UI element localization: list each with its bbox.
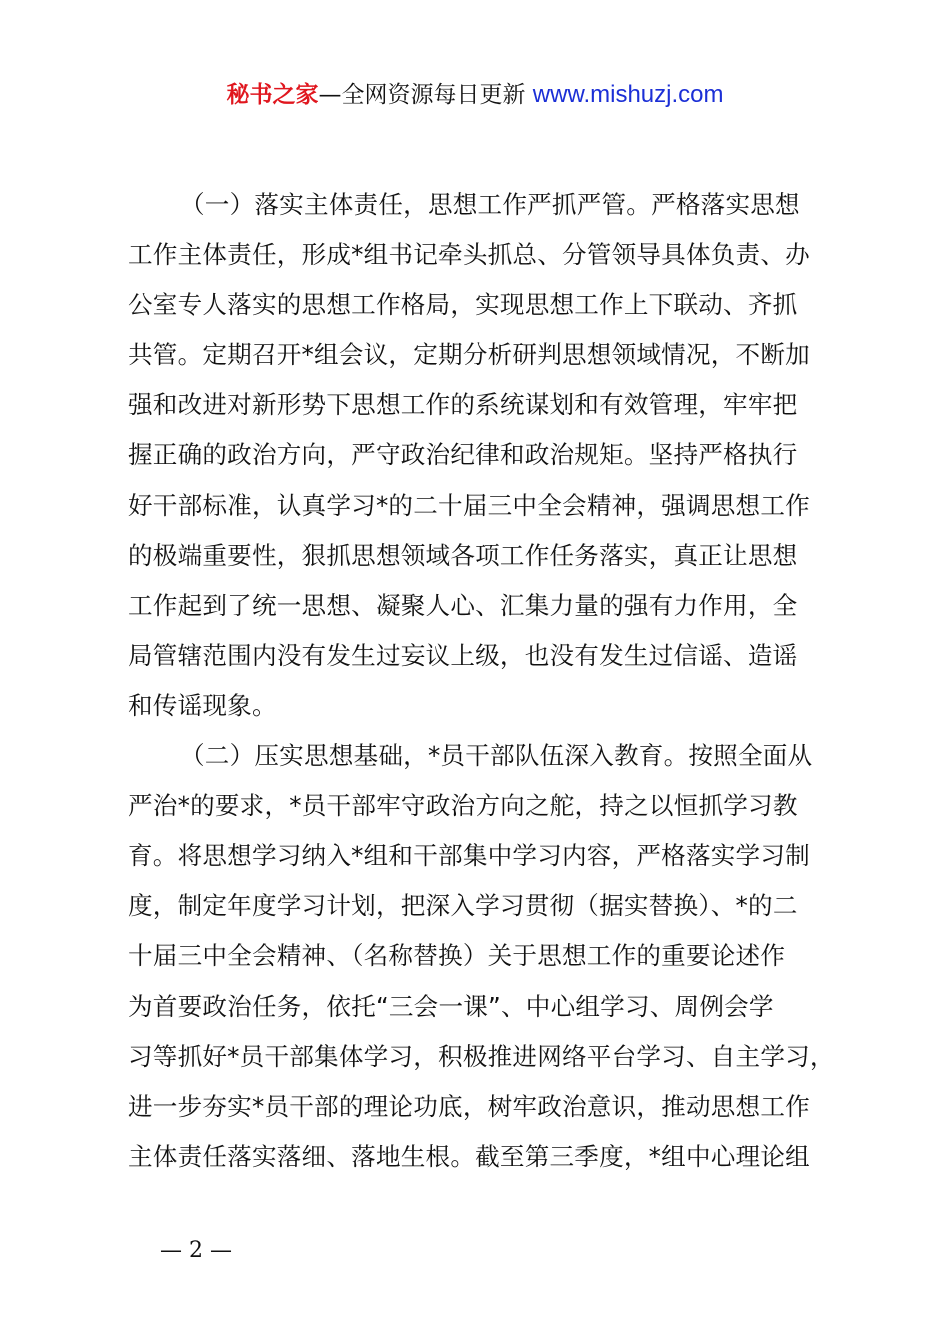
text-line: 工作起到了统一思想、凝聚人心、汇集力量的强有力作用，全 <box>128 590 798 620</box>
text-line: 工作主体责任，形成*组书记牵头抓总、分管领导具体负责、办 <box>128 240 810 270</box>
text-line: （一）落实主体责任，思想工作严抓严管。严格落实思想 <box>180 190 800 219</box>
text-line: 共管。定期召开*组会议，定期分析研判思想领域情况，不断加 <box>128 340 810 370</box>
text-line: 为首要政治任务，依托“三会一课”、中心组学习、周例会学 <box>128 991 774 1021</box>
page-number: — 2 — <box>160 1238 232 1263</box>
text-line: 严治*的要求，*员干部牢守政治方向之舵，持之以恒抓学习教 <box>128 791 798 821</box>
paragraph-1 <box>128 180 840 731</box>
text-line: 习等抓好*员干部集体学习，积极推进网络平台学习、自主学习， <box>128 1041 835 1071</box>
text-line: 育。将思想学习纳入*组和干部集中学习内容，严格落实学习制 <box>128 841 810 871</box>
site-header <box>0 78 950 112</box>
text-line: 好干部标准，认真学习*的二十届三中全会精神，强调思想工作 <box>128 490 810 520</box>
text-line: 和传谣现象。 <box>128 690 277 720</box>
document-body <box>128 180 840 1182</box>
brand-name: 秘书之家 <box>226 82 319 108</box>
text-line: 主体责任落实落细、落地生根。截至第三季度，*组中心理论组 <box>128 1141 810 1171</box>
text-line: 握正确的政治方向，严守政治纪律和政治规矩。坚持严格执行 <box>128 440 798 470</box>
site-url[interactable]: www.mishuzj.com <box>532 81 724 108</box>
text-line: 十届三中全会精神、（名称替换）关于思想工作的重要论述作 <box>128 941 786 971</box>
header-tagline: —全网资源每日更新 <box>318 82 526 108</box>
text-line: 公室专人落实的思想工作格局，实现思想工作上下联动、齐抓 <box>128 290 798 320</box>
text-line: 的极端重要性，狠抓思想领域各项工作任务落实，真正让思想 <box>128 540 798 570</box>
text-line: 局管辖范围内没有发生过妄议上级，也没有发生过信谣、造谣 <box>128 640 798 670</box>
text-line: 强和改进对新形势下思想工作的系统谋划和有效管理，牢牢把 <box>128 390 798 420</box>
text-line: 进一步夯实*员干部的理论功底，树牢政治意识，推动思想工作 <box>128 1091 810 1121</box>
text-line: （二）压实思想基础，*员干部队伍深入教育。按照全面从 <box>180 741 813 771</box>
text-line: 度，制定年度学习计划，把深入学习贯彻（据实替换）、*的二 <box>128 891 798 921</box>
paragraph-2 <box>128 731 840 1182</box>
